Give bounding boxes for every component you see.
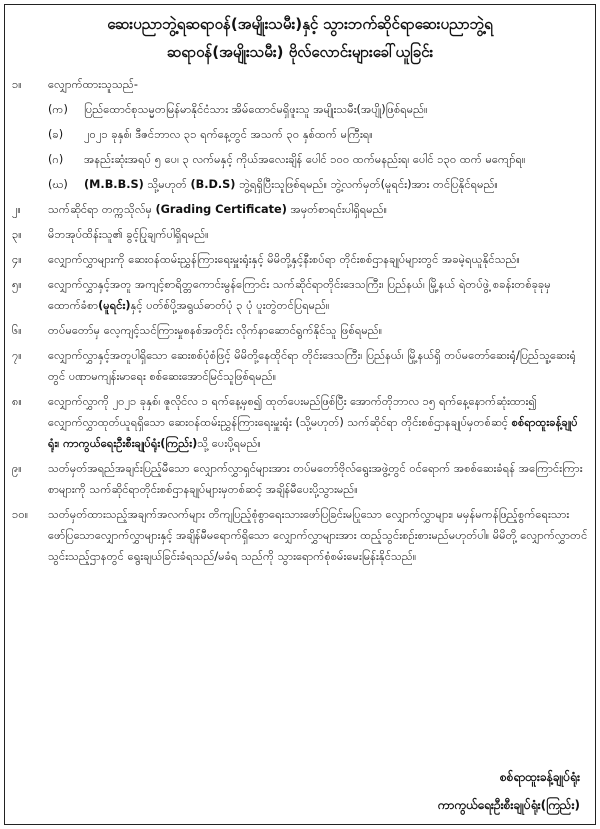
degree-bds: (B.D.S) xyxy=(190,178,236,191)
subitem-kha xyxy=(12,124,588,145)
item-3 xyxy=(12,224,588,245)
item-9 xyxy=(12,458,588,500)
item-number: ၂။ xyxy=(12,203,21,216)
item-text: လျှောက်လွှာများကို ဆေးဝန်ထမ်းညွှန်ကြားရေးမှူးရုံးနှင့် မိမိတို့နှင့်နီးစပ်ရာ တိုင်းစစ်ဌာနချုပ်များတွင် အခမဲ့ရယူနိုင်သည်။ xyxy=(48,253,520,266)
submission-office: စစ်ရာထူးခန့်ချုပ်ရုံး၊ ကာကွယ်ရေးဦးစီးချုပ်ရုံး(ကြည်း) xyxy=(48,416,578,450)
subitem-text: ၂၀၂၁ ခုနှစ်၊ ဒီဇင်ဘာလ ၃၁ ရက်နေ့တွင် အသက် ၃၀ နှစ်ထက် မကြီးရ။ xyxy=(84,128,373,141)
subitem-number: (က) xyxy=(48,103,68,116)
item-number: ၃။ xyxy=(12,228,22,241)
signature-line-1: စစ်ရာထူးခန့်ချုပ်ရုံး xyxy=(499,770,580,784)
subitem-number: (ဂ) xyxy=(48,153,64,166)
item-text: တပ်မတော်မှ လေ့ကျင့်သင်ကြားမှုစနစ်အတိုင်း လိုက်နာဆောင်ရွက်နိုင်သူ ဖြစ်ရမည်။ xyxy=(48,324,383,337)
degree-mbbs: (M.B.B.S) xyxy=(84,178,144,191)
title-line-2: ဆရာဝန်(အမျိုးသမီး) ဗိုလ်လောင်းများခေါ်ယူခြင်း xyxy=(166,43,434,61)
item-4 xyxy=(12,249,588,270)
item-text-part: အမှတ်စာရင်းပါရှိရမည်။ xyxy=(286,203,388,216)
subitem-number: (ဃ) xyxy=(48,178,68,191)
item-number: ၅။ xyxy=(12,278,22,291)
subitem-ka xyxy=(12,99,588,120)
item-text-part: လျှောက်လွှာနှင့်အတူ အကျင့်စာရိတ္တကောင်းမွန်ကြောင်း သက်ဆိုင်ရာတိုင်းဒေသကြီး၊ ပြည်နယ်၊ မြို့နယ် ရဲတပ်ဖွဲ့ စခန်းတစ်ခုခုမှ ထောက်ခံစာ xyxy=(48,278,551,312)
item-1 xyxy=(12,74,588,95)
item-text-part: လျှောက်လွှာကို ၂၀၂၁ ခုနှစ်၊ ဇူလိုင်လ ၁ ရက်နေ့မှစ၍ ထုတ်ပေးမည်ဖြစ်ပြီး အောက်တိုဘာလ ၁၅ ရက်နေ့နောက်ဆုံးထား၍ လျှောက်လွှာထုတ်ယူရရှိသော ဆေးဝန်ထမ်းညွှန်ကြားရေးမှူးရုံး (သို့မဟုတ်) သက်ဆိုင်ရာ တိုင်းစစ်ဌာနချုပ်မှတစ်ဆင့် xyxy=(48,395,537,429)
item-2 xyxy=(12,199,588,220)
item-text-part: နှင့် ပတ်စ်ပို့အရွယ်ဓာတ်ပုံ ၃ ပုံ ပူးတွဲတင်ပြရမည်။ xyxy=(130,299,330,312)
subitem-text xyxy=(48,174,588,195)
page-title xyxy=(12,10,588,66)
item-number: ၇။ xyxy=(12,349,22,362)
degree-or: သို့မဟုတ် xyxy=(143,178,191,191)
grading-certificate: (Grading Certificate) xyxy=(155,203,287,216)
item-text: သတ်မှတ်အရည်အချင်းပြည့်မီသော လျှောက်လွှာရှင်များအား တပ်မတော်ဗိုလ်ရွေးအဖွဲ့တွင် ဝင်ရောက် အစစ်ဆေးခံရန် အကြောင်းကြားစာများကို သက်ဆိုင်ရာတိုင်းစစ်ဌာနချုပ်များမှတစ်ဆင့် အချိန်မီပေးပို့သွားမည်။ xyxy=(48,462,583,496)
item-text: မိဘအုပ်ထိန်းသူ၏ ခွင့်ပြုချက်ပါရှိရမည်။ xyxy=(48,228,209,241)
announcement-body xyxy=(12,10,588,571)
item-6 xyxy=(12,320,588,341)
item-text: လျှောက်ထားသူသည်- xyxy=(48,78,138,91)
signature-block xyxy=(437,763,586,819)
item-text: လျှောက်လွှာနှင့်အတူပါရှိသော ဆေးစစ်ပုံစံဖြင့် မိမိတို့နေထိုင်ရာ တိုင်းဒေသကြီး၊ ပြည်နယ်၊ မြို့နယ်ရှိ တပ်မတော်ဆေးရုံ/ပြည်သူ့ဆေးရုံတွင် ပဏာမကျန်းမာရေး စစ်ဆေးအောင်မြင်သူဖြစ်ရမည်။ xyxy=(48,349,576,383)
item-text xyxy=(12,199,588,220)
item-number: ၁။ xyxy=(12,78,22,91)
item-number: ၆။ xyxy=(12,324,22,337)
item-number: ၁၀။ xyxy=(12,508,29,521)
item-text xyxy=(12,274,588,316)
subitem-number: (ခ) xyxy=(48,128,64,141)
item-text xyxy=(12,391,588,454)
degree-requirement: ဘွဲ့ရရှိပြီးသူဖြစ်ရမည်။ ဘွဲ့လက်မှတ်(မူရင်း)အား တင်ပြနိုင်ရမည်။ xyxy=(235,178,498,191)
item-10 xyxy=(12,504,588,567)
title-line-1: ဆေးပညာဘွဲ့ရဆရာဝန်(အမျိုးသမီး)နှင့် သွားဘက်ဆိုင်ရာဆေးပညာဘွဲ့ရ xyxy=(107,15,493,33)
item-number: ၈။ xyxy=(12,395,22,408)
subitem-text: အနည်းဆုံးအရပ် ၅ ပေ၊ ၃ လက်မနှင့် ကိုယ်အလေးချိန် ပေါင် ၁၀၀ ထက်မနည်းရ၊ ပေါင် ၁၃၀ ထက် မကျော်ရ။ xyxy=(84,153,526,166)
subitem-gha xyxy=(12,174,588,195)
subitem-ga xyxy=(12,149,588,170)
item-8 xyxy=(12,391,588,454)
original-note: (မူရင်း) xyxy=(98,299,131,312)
item-text-part: သက်ဆိုင်ရာ တက္ကသိုလ်မှ xyxy=(48,203,156,216)
item-text: သတ်မှတ်ထားသည့်အချက်အလက်များ တိကျပြည့်စုံစွာရေးသားဖော်ပြခြင်းမပြုသော လျှောက်လွှာများ၊ မမှန်မကန်ဖြည့်စွက်ရေးသားဖော်ပြသောလျှောက်လွှာများနှင့် အချိန်မီမရောက်ရှိသော လျှောက်လွှာများအား ထည့်သွင်းစဉ်းစားမည်မဟုတ်ပါ။ မိမိတို့ လျှောက်လွှာတင်သွင်းသည့်ဌာနတွင် ရွေးချယ်ခြင်းခံရသည်/မခံရ သည်ကို သွားရောက်စုံစမ်းမေးမြန်းနိုင်သည်။ xyxy=(48,508,588,563)
signature-line-2: ကာကွယ်ရေးဦးစီးချုပ်ရုံး(ကြည်း) xyxy=(437,798,580,812)
item-text-part: သို့ ပေးပို့ရမည်။ xyxy=(197,437,261,450)
item-7 xyxy=(12,345,588,387)
item-number: ၉။ xyxy=(12,462,22,475)
subitem-text: ပြည်ထောင်စုသမ္မတမြန်မာနိုင်ငံသား အိမ်ထောင်မရှိဖူးသူ အမျိုးသမီး(အပျို)ဖြစ်ရမည်။ xyxy=(84,103,428,116)
item-5 xyxy=(12,274,588,316)
item-number: ၄။ xyxy=(12,253,22,266)
